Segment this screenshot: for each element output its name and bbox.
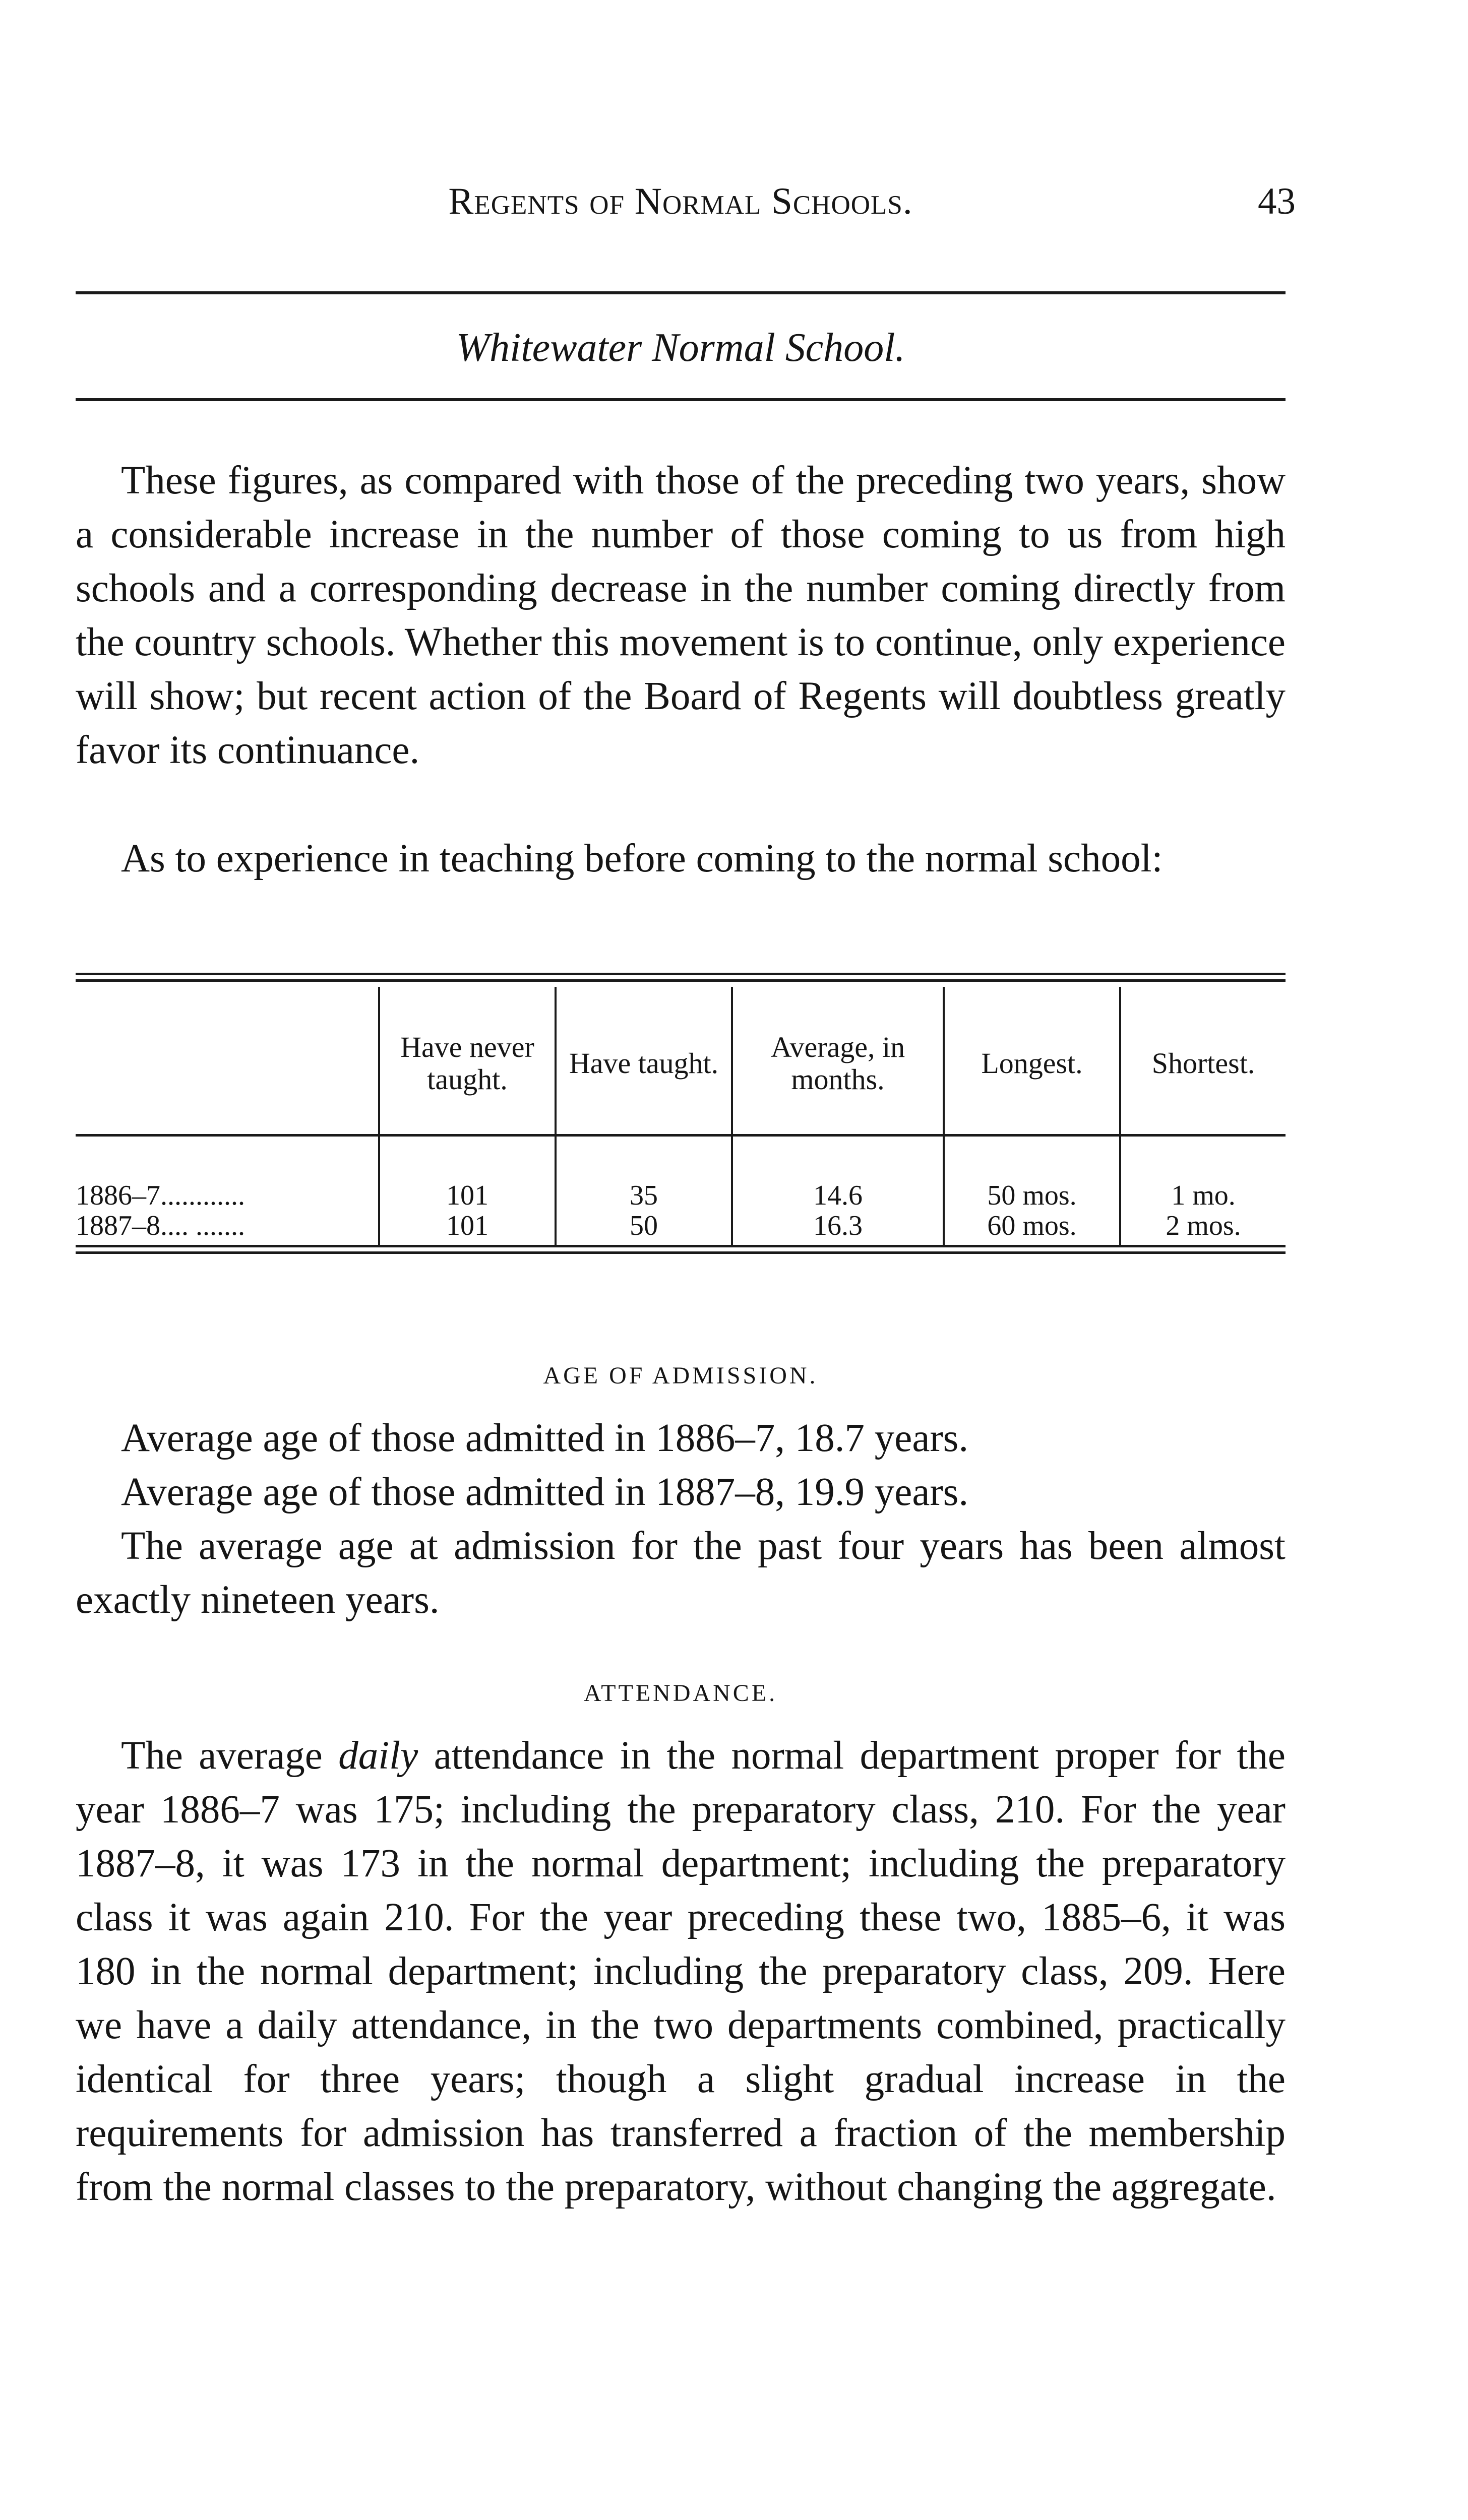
attendance-text-body: attendance in the normal department proper for the year 1886–7 was 175; including the preparatory class, 210. For the year 1887–8, it was 173 in the normal department; including the preparatory class it was again 210. For the year preceding these two, 1885–6, it was 180 in the normal department; including the preparatory class, 209. Here we have a daily attendance, in the two departments combined, practically identical for three years; though a slight gradual increase in the requirements for admission has transferred a fraction of the membership from the normal classes to the preparatory, without changing the aggregate. [76,1734,1286,2209]
heading-attendance: ATTENDANCE. [583,1680,778,1707]
running-title: Regents of Normal Schools. [448,180,913,222]
row-year: 1887–8.... ....... [76,1210,245,1241]
attendance-text-lead: The average [121,1734,339,1778]
cell-average: 14.6 [813,1180,863,1211]
page-number: 43 [1258,180,1296,222]
cell-have-taught: 35 [630,1180,658,1211]
section-title: Whitewater Normal School. [456,326,905,370]
paragraph-attendance [76,1729,1286,2214]
column-header-longest: Longest. [981,1047,1083,1080]
age-line-1887: Average age of those admitted in 1887–8, 19.9 years. [121,1470,969,1514]
cell-shortest: 1 mo. [1171,1180,1236,1211]
cell-longest: 50 mos. [987,1180,1077,1211]
cell-shortest: 2 mos. [1166,1210,1241,1241]
attendance-italic-daily: daily [338,1734,418,1778]
table-bottom-rule [76,1245,1286,1254]
column-header-average: Average, in months. [770,1031,905,1096]
experience-table [76,973,1286,1300]
column-header-have-taught: Have taught. [569,1047,719,1080]
column-header-never-taught: Have never taught. [400,1031,534,1096]
cell-have-taught: 50 [630,1210,658,1241]
header-rule-top [76,291,1286,294]
table-top-rule [76,973,1286,982]
paragraph-experience-intro: As to experience in teaching before coming to the normal school: [121,837,1163,880]
header-rule-bottom [76,398,1286,401]
age-line-1886: Average age of those admitted in 1886–7, 18.7 years. [121,1416,969,1460]
paragraph-average-age: The average age at admission for the past four years has been almost exactly nineteen years. [76,1524,1286,1622]
table-header-rule [76,1134,1286,1137]
cell-longest: 60 mos. [987,1210,1077,1241]
row-year: 1886–7............ [76,1180,245,1211]
paragraph-figures: These figures, as compared with those of the preceding two years, show a considerable increase in the number of those coming to us from high schools and a corresponding decrease in the number coming directly from the country schools. Whether this movement is to continue, only experience will show; but recent action of the Board of Regents will doubtless greatly favor its continuance. [76,459,1286,772]
cell-never-taught: 101 [446,1210,488,1241]
running-header [76,176,1296,227]
column-header-shortest: Shortest. [1151,1047,1255,1080]
cell-average: 16.3 [813,1210,863,1241]
heading-age-of-admission: AGE OF ADMISSION. [543,1362,818,1389]
cell-never-taught: 101 [446,1180,488,1211]
